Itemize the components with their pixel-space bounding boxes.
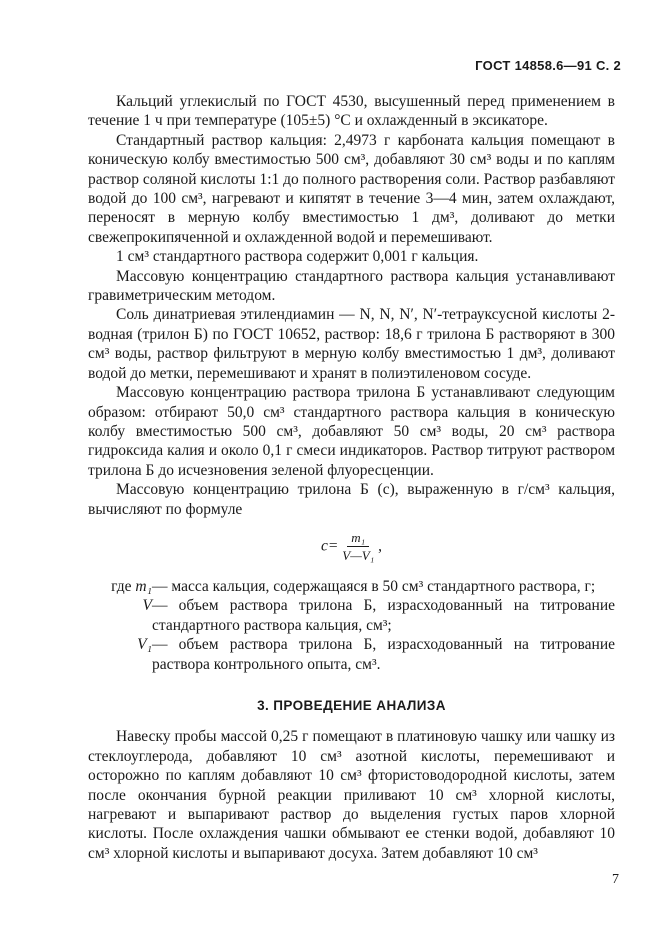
paragraph-calcium-carbonate: Кальций углекислый по ГОСТ 4530, высушенный перед применением в течение 1 ч при температуре (105±5) °C и охлажденный в эксикаторе.: [88, 93, 615, 130]
formula-tail: ,: [378, 537, 382, 555]
page-header: ГОСТ 14858.6—91 С. 2: [475, 58, 621, 73]
paragraph-trilon-concentration: Массовую концентрацию раствора трилона Б устанавливают следующим образом: отбирают 50,0 см³ стандартного раствора кальция в коническую колбу вместимостью 500 см³, добавляют 50 см³ воды, 20 см³ раствора гидроксида калия и около 0,1 г смеси индикаторов. Раствор титруют раствором трилона Б до исчезновения зеленой флуоресценции.: [88, 384, 615, 479]
definition-text: — масса кальция, содержащаяся в 50 см³ стандартного раствора, г;: [152, 577, 596, 595]
definition-text: — объем раствора трилона Б, израсходованный на титрование стандартного раствора кальция, см³;: [152, 597, 615, 634]
definition-symbol: m₁: [135, 577, 152, 595]
definition-symbol: V₁: [137, 636, 152, 654]
definition-item: [88, 577, 615, 596]
paragraph-gravimetric: Массовую концентрацию стандартного раствора кальция устанавливают гравиметрическим методом.: [88, 267, 615, 305]
formula-denominator: V—V₁: [342, 547, 375, 563]
formula: [88, 531, 615, 563]
section-title: 3. ПРОВЕДЕНИЕ АНАЛИЗА: [257, 697, 446, 713]
definition-item: [88, 635, 615, 674]
page-number: 7: [612, 872, 619, 887]
formula-fraction: [342, 531, 374, 563]
definitions-list: [88, 577, 615, 674]
paragraph-trilon-b: Соль динатриевая этилендиамин — N, N, N′, N′-тетрауксусной кислоты 2-водная (трилон Б) по ГОСТ 10652, раствор: 18,6 г трилона Б растворяют в 300 см³ воды, раствор фильтруют в мерную колбу вместимостью 1 дм³, доливают водой до метки, перемешивают и хранят в полиэтиленовом сосуде.: [88, 306, 615, 382]
definition-text: — объем раствора трилона Б, израсходованный на титрование раствора контрольного опыта, см³.: [152, 636, 615, 673]
paragraph-formula-intro: Массовую концентрацию трилона Б (c), выраженную в г/см³ кальция, вычисляют по формуле: [88, 481, 615, 518]
formula-numerator: m₁: [347, 531, 369, 547]
paragraph-concentration-note: 1 см³ стандартного раствора содержит 0,001 г кальция.: [116, 248, 479, 266]
paragraph-standard-solution: Стандартный раствор кальция: 2,4973 г карбоната кальция помещают в коническую колбу вместимостью 500 см³, добавляют 30 см³ воды и по каплям раствор соляной кислоты 1:1 до полного растворения соли. Раствор разбавляют водой до 100 см³, нагревают и кипятят в течение 3—4 мин, затем охлаждают, переносят в мерную колбу вместимостью 1 дм³, доливают до метки свежепрокипяченной и охлажденной водой и перемешивают.: [88, 131, 615, 246]
paragraph-analysis: Навеску пробы массой 0,25 г помещают в платиновую чашку или чашку из стеклоуглерода, добавляют 10 см³ азотной кислоты, перемешивают и осторожно по каплям добавляют 10 см³ фтористоводородной кислоты, затем после окончания бурной реакции приливают 10 см³ хлорной кислоты, нагревают и выпаривают раствор до выделения густых паров хлорной кислоты. После охлаждения чашки обмывают ее стенки водой, добавляют 10 см³ хлорной кислоты и выпаривают досуха. Затем добавляют 10 см³: [88, 728, 615, 862]
definition-prefix: где: [111, 577, 136, 595]
document-body: [88, 92, 615, 863]
definition-item: [88, 596, 615, 635]
definition-symbol: V: [142, 597, 152, 615]
formula-lhs: c=: [321, 537, 339, 555]
